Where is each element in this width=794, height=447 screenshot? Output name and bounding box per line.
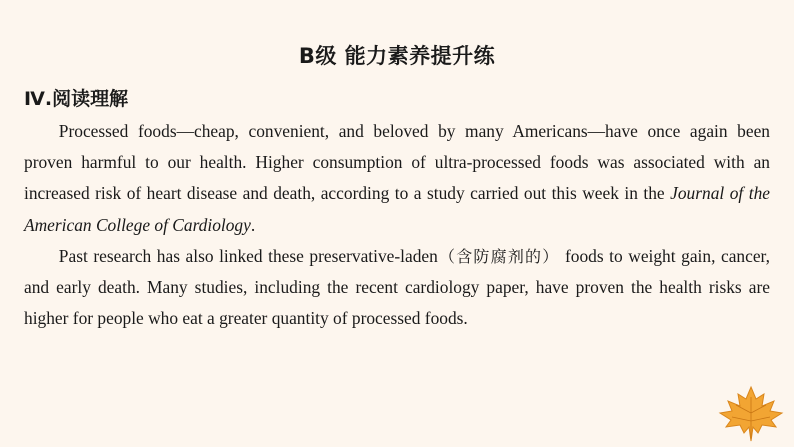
- reading-passage: [24, 116, 770, 334]
- journal-title: Journal of the American College of Cardiology: [24, 183, 770, 235]
- paragraph-1-end: .: [250, 214, 256, 235]
- paragraph-2-text-a: Past research has also linked these preservative-laden: [58, 245, 438, 266]
- paragraph-1-text: Processed foods—cheap, convenient, and beloved by many Americans—have once again been proven harmful to our health. Higher consumption of ultra-processed foods was associated with an increased risk of heart disease and death, according to a study carried out this week in the: [24, 121, 770, 204]
- chinese-gloss: （含防腐剂的）: [437, 246, 560, 266]
- page-title: B级 能力素养提升练: [298, 44, 496, 68]
- section-heading: Ⅳ.阅读理解: [24, 88, 129, 110]
- paragraph-2-text-b: foods to weight gain, cancer, and early death. Many studies, including the recent cardiology paper, have proven the health risks are higher for people who eat a greater quantity of processed foods.: [24, 245, 770, 329]
- paragraph-2: [24, 241, 770, 335]
- paragraph-1: [24, 116, 770, 241]
- maple-leaf-icon: [714, 383, 788, 443]
